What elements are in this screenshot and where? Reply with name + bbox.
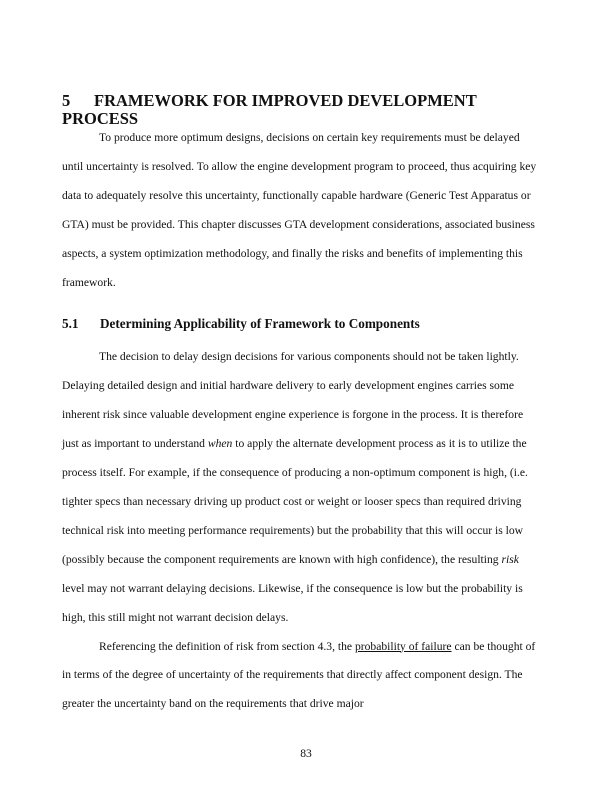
chapter-intro-paragraph: To produce more optimum designs, decisions on certain key requirements must be delayed until uncertainty is resolved. To allow the engine development program to proceed, thus acquiring key data to adequately resolve this uncertainty, functionally capable hardware (Generic Test Apparatus or GTA) must be provided. This chapter discusses GTA development considerations, associated business aspects, a system optimization methodology, and finally the risks and benefits of implementing this framework. [62, 131, 537, 289]
p1-text-b: to apply the alternate development process as it is to utilize the process itself. For example, if the consequence of producing a non-optimum component is high, (i.e. tighter specs than necessary driving up product cost or weight or looser specs than required driving technical risk into meeting performance requirements) but the probability that this will occur is low (possibly because the component requirements are known with high confidence), the resulting [62, 437, 528, 566]
section-heading [62, 315, 540, 333]
chapter-number: 5 [62, 91, 71, 110]
section-paragraph-1 [62, 343, 540, 632]
p1-emphasis-when: when [207, 437, 233, 451]
chapter-heading [62, 92, 540, 128]
p1-text-a: The decision to delay design decisions for various components should not be taken lightly. Delaying detailed design and initial hardware delivery to early development engines carries some inherent risk since valuable development engine experience is forgone in the process. It is therefore just as important to understand [62, 350, 524, 451]
p1-text-c: level may not warrant delaying decisions. Likewise, if the consequence is low but the probability is high, this still might not warrant decision delays. [62, 581, 523, 624]
section-title: Determining Applicability of Framework to Components [100, 316, 420, 332]
p2-underlined-term: probability of failure [354, 639, 452, 653]
section-number: 5.1 [62, 316, 79, 332]
page-body [62, 92, 540, 719]
page-number: 83 [300, 747, 312, 760]
p2-text-b: can be thought of in terms of the degree of uncertainty of the requirements that directly affect component design. The greater the uncertainty band on the requirements that drive major [62, 639, 536, 711]
section-paragraph-2 [62, 633, 540, 720]
p1-emphasis-risk: risk [501, 552, 519, 566]
p2-text-a: Referencing the definition of risk from section 4.3, the [99, 639, 355, 653]
chapter-title: FRAMEWORK FOR IMPROVED DEVELOPMENT PROCESS [62, 91, 477, 128]
